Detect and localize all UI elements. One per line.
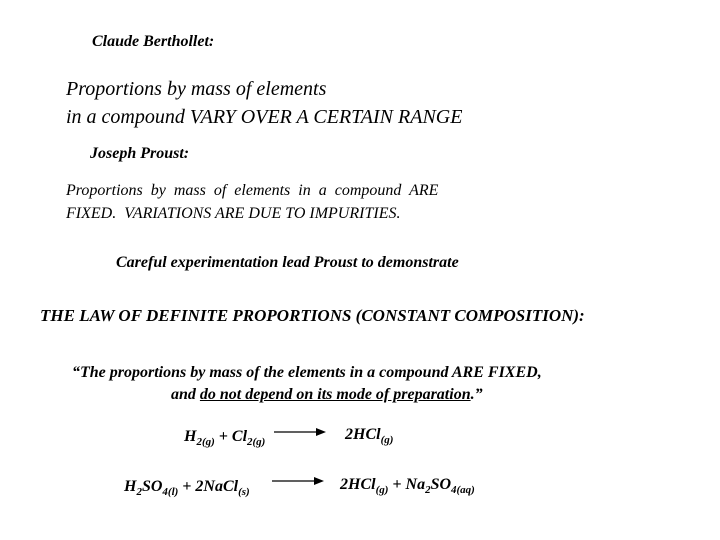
berthollet-statement-line1: Proportions by mass of elements	[66, 78, 327, 100]
berthollet-statement-line2: in a compound VARY OVER A CERTAIN RANGE	[66, 106, 463, 128]
quote-line2-suffix: .”	[470, 386, 483, 403]
quote-line2	[171, 386, 483, 404]
proust-name: Joseph Proust:	[90, 145, 190, 162]
reaction2-arrow	[270, 475, 326, 487]
quote-line2-prefix: and	[171, 386, 200, 403]
proust-statement-line1: Proportions by mass of elements in a compound ARE	[66, 182, 439, 199]
reaction1-arrow	[272, 426, 328, 438]
quote-line1: “The proportions by mass of the elements in a compound ARE FIXED,	[72, 364, 542, 381]
reaction1-reactants: $H_{2(g)} + Cl_{2(g)}$	[184, 428, 266, 448]
reaction2-reactants: $H_2SO_{4(l)}$ + 2NaCl$_{(s)}$	[124, 478, 250, 498]
berthollet-name: Claude Berthollet:	[92, 33, 215, 50]
demonstrate-text: Careful experimentation lead Proust to demonstrate	[116, 254, 459, 271]
proust-statement-line2: FIXED. VARIATIONS ARE DUE TO IMPURITIES.	[66, 205, 401, 222]
reaction2-products: $2HCl_{(g)} + Na_2SO_{4(aq)}$	[340, 476, 475, 496]
quote-line2-underlined: do not depend on its mode of preparation	[199, 386, 471, 403]
law-title: THE LAW OF DEFINITE PROPORTIONS (CONSTANT COMPOSITION):	[40, 306, 585, 325]
reaction1-product: 2HCl$_{(g)}$	[345, 426, 394, 446]
